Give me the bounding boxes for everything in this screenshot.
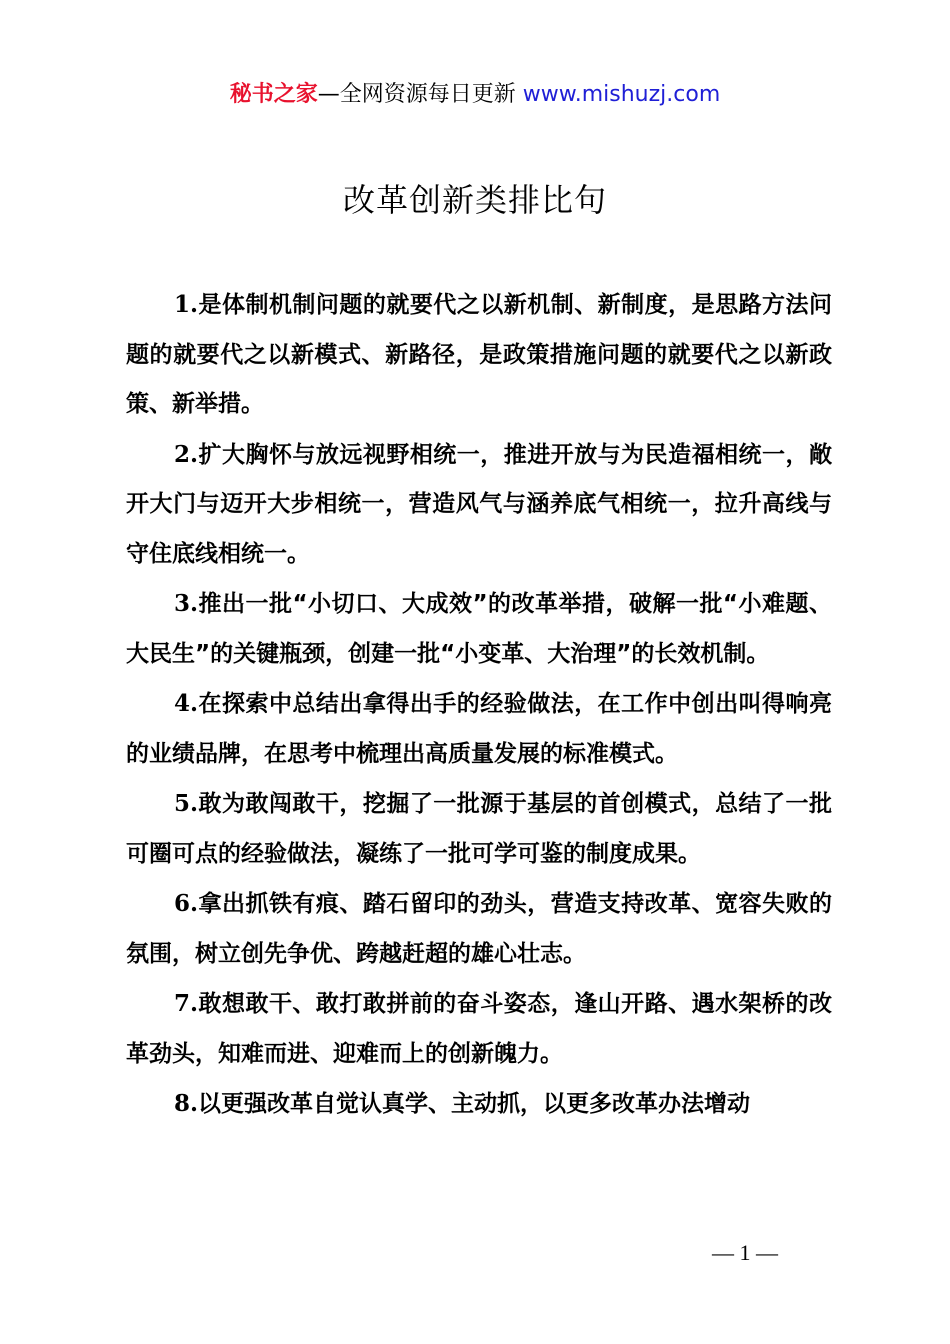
paragraph-3 (126, 579, 832, 679)
paragraph-text: 以更强改革自觉认真学、主动抓，以更多改革办法增动 (198, 1091, 751, 1117)
paragraph-text: 敢想敢干、敢打敢拼前的奋斗姿态，逢山开路、遇水架桥的改革劲头，知难而进、迎难而上的创新魄力。 (126, 991, 832, 1067)
paragraph-4 (126, 679, 832, 779)
paragraph-number: 5. (174, 790, 199, 817)
paragraph-2 (126, 430, 832, 580)
site-url-link[interactable]: www.mishuzj.com (522, 82, 721, 107)
paragraph-5 (126, 779, 832, 879)
paragraph-7 (126, 979, 832, 1079)
header-tagline: —全网资源每日更新 (317, 82, 516, 107)
document-body (126, 280, 832, 1130)
paragraph-number: 1. (174, 291, 199, 318)
paragraph-6 (126, 879, 832, 979)
site-header (0, 78, 950, 112)
paragraph-number: 7. (174, 990, 199, 1017)
paragraph-number: 4. (174, 690, 199, 717)
paragraph-text: 扩大胸怀与放远视野相统一，推进开放与为民造福相统一，敞开大门与迈开大步相统一，营造风气与涵养底气相统一，拉升高线与守住底线相统一。 (126, 441, 832, 567)
paragraph-number: 6. (174, 890, 199, 917)
paragraph-text: 敢为敢闯敢干，挖掘了一批源于基层的首创模式，总结了一批可圈可点的经验做法，凝练了一批可学可鉴的制度成果。 (126, 791, 832, 867)
page-number: — 1 — (712, 1240, 778, 1265)
paragraph-text: 是体制机制问题的就要代之以新机制、新制度，是思路方法问题的就要代之以新模式、新路径，是政策措施问题的就要代之以新政策、新举措。 (126, 292, 832, 417)
paragraph-text: 推出一批“小切口、大成效”的改革举措，破解一批“小难题、大民生”的关键瓶颈，创建一批“小变革、大治理”的长效机制。 (126, 591, 832, 667)
paragraph-text: 拿出抓铁有痕、踏石留印的劲头，营造支持改革、宽容失败的氛围，树立创先争优、跨越赶超的雄心壮志。 (126, 891, 832, 967)
paragraph-text: 在探索中总结出拿得出手的经验做法，在工作中创出叫得响亮的业绩品牌，在思考中梳理出高质量发展的标准模式。 (126, 691, 832, 767)
paragraph-number: 3. (174, 590, 199, 617)
document-title: 改革创新类排比句 (342, 181, 607, 219)
brand-name: 秘书之家 (229, 82, 318, 107)
paragraph-number: 2. (174, 440, 199, 468)
paragraph-8 (126, 1079, 832, 1130)
paragraph-number: 8. (174, 1090, 199, 1117)
paragraph-1 (126, 280, 832, 430)
